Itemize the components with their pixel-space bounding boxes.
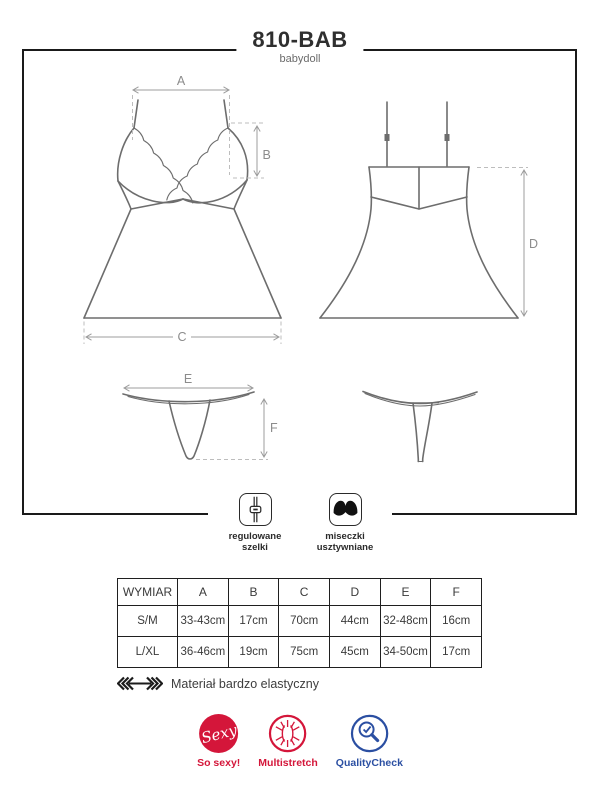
sexy-badge-icon xyxy=(199,714,238,753)
measure-label-d: D xyxy=(529,237,539,251)
table-header-cell: A xyxy=(178,579,229,606)
measure-label-e: E xyxy=(183,372,193,386)
babydoll-back-drawing xyxy=(320,102,518,318)
page-subtitle: babydoll xyxy=(279,53,321,66)
header xyxy=(236,28,363,65)
measure-label-f: F xyxy=(270,421,278,435)
page-title: 810-BAB xyxy=(252,27,348,52)
table-cell: 19cm xyxy=(228,637,279,668)
badge-label: So sexy! xyxy=(197,757,241,769)
measure-label-b: B xyxy=(262,148,271,162)
table-cell: L/XL xyxy=(118,637,178,668)
feature-padded-cups xyxy=(312,493,378,554)
table-header-cell: C xyxy=(279,579,330,606)
size-table xyxy=(117,578,482,668)
table-cell: S/M xyxy=(118,606,178,637)
table-header-cell: WYMIAR xyxy=(118,579,178,606)
table-cell: 34-50cm xyxy=(380,637,431,668)
strap-adjuster-right xyxy=(445,134,450,141)
table-header-cell: B xyxy=(228,579,279,606)
stretch-icon xyxy=(117,676,163,691)
table-cell: 33-43cm xyxy=(178,606,229,637)
material-note xyxy=(117,676,319,691)
measurement-b xyxy=(231,123,271,178)
measure-label-a: A xyxy=(176,74,186,88)
badge-qualitycheck xyxy=(336,714,403,769)
multistretch-icon xyxy=(269,714,308,753)
table-cell: 32-48cm xyxy=(380,606,431,637)
badge-label: Multistretch xyxy=(258,757,318,769)
table-cell: 36-46cm xyxy=(178,637,229,668)
table-cell: 44cm xyxy=(329,606,380,637)
qualitycheck-icon xyxy=(350,714,389,753)
measurement-c xyxy=(84,322,281,345)
table-header-cell: E xyxy=(380,579,431,606)
measure-label-c: C xyxy=(177,330,187,344)
measurement-d xyxy=(477,168,538,317)
adjustable-straps-icon xyxy=(239,493,272,526)
table-cell: 45cm xyxy=(329,637,380,668)
thong-back-drawing xyxy=(363,392,477,462)
badge-multistretch xyxy=(258,714,318,769)
measurement-a xyxy=(133,74,230,175)
feature-adjustable-straps xyxy=(222,493,288,554)
table-row xyxy=(118,606,482,637)
table-cell: 17cm xyxy=(228,606,279,637)
strap-adjuster-left xyxy=(385,134,390,141)
babydoll-front-drawing xyxy=(84,100,281,318)
table-header-cell: F xyxy=(431,579,482,606)
sexy-badge-text: Sexy xyxy=(198,720,239,747)
badge-sexy xyxy=(197,714,240,769)
table-cell: 16cm xyxy=(431,606,482,637)
table-row xyxy=(118,637,482,668)
feature-label: miseczki usztywniane xyxy=(316,531,374,554)
table-header-cell: D xyxy=(329,579,380,606)
thong-front-drawing xyxy=(123,392,254,459)
material-note-text: Materiał bardzo elastyczny xyxy=(171,676,319,691)
measurement-e xyxy=(124,372,253,391)
table-header-row xyxy=(118,579,482,606)
brand-badges-row xyxy=(197,714,403,769)
table-cell: 17cm xyxy=(431,637,482,668)
feature-label: regulowane szelki xyxy=(228,531,282,554)
badge-label: QualityCheck xyxy=(335,757,403,769)
table-cell: 75cm xyxy=(279,637,330,668)
padded-cups-icon xyxy=(329,493,362,526)
feature-icons-row xyxy=(208,493,392,554)
table-cell: 70cm xyxy=(279,606,330,637)
